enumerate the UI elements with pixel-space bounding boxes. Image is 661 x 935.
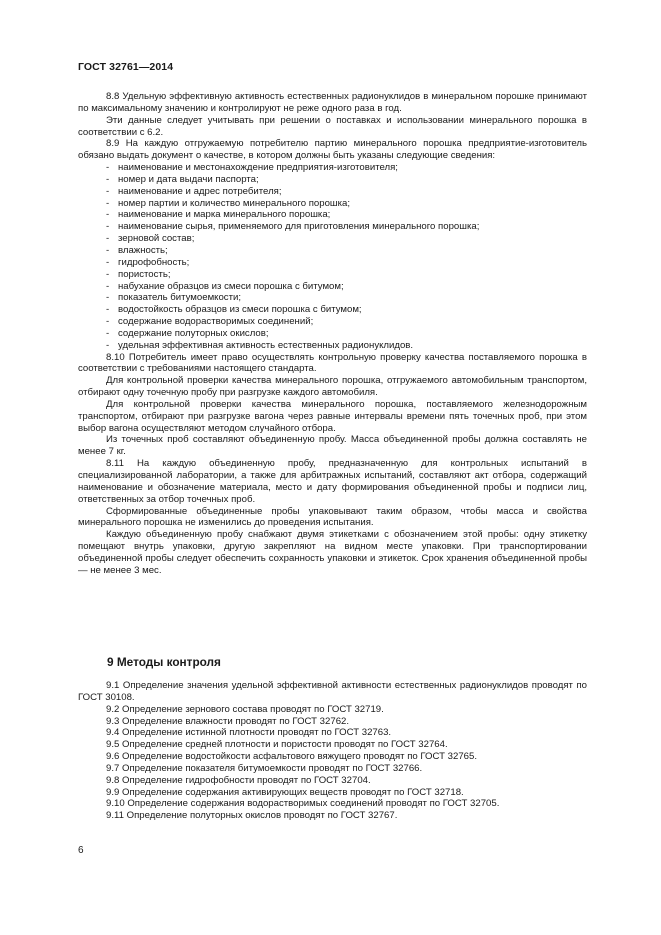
paragraph-9-6: 9.6 Определение водостойкости асфальтового вяжущего проводят по ГОСТ 32765. bbox=[106, 751, 477, 763]
paragraph-9-3: 9.3 Определение влажности проводят по ГОСТ 32762. bbox=[106, 715, 350, 727]
list-item: - пористость; bbox=[106, 268, 171, 280]
paragraph-9-2: 9.2 Определение зернового состава проводят по ГОСТ 32719. bbox=[106, 703, 384, 715]
paragraph-9-11: 9.11 Определение полуторных окислов проводят по ГОСТ 32767. bbox=[106, 810, 398, 822]
list-item: - водостойкость образцов из смеси порошка с битумом; bbox=[106, 304, 362, 316]
list-item: - влажность; bbox=[106, 244, 168, 256]
paragraph-9-7: 9.7 Определение показателя битумоемкости проводят по ГОСТ 32766. bbox=[106, 762, 423, 774]
list-item: - содержание полуторных окислов; bbox=[106, 327, 269, 339]
paragraph-8-10-rail: Для контрольной проверки качества минерального порошка, поставляемого железнодорожным транспортом, отбирают при разгрузке вагона через равные интервалы времени пять точечных проб, при этом выбор вагона осуществляют методом случайного отбора. bbox=[78, 398, 587, 434]
list-item: - наименование и марка минерального порошка; bbox=[106, 209, 331, 221]
paragraph-8-10: 8.10 Потребитель имеет право осуществлять контрольную проверку качества поставляемого порошка в соответствии с требованиями настоящего стандарта. bbox=[78, 351, 587, 375]
paragraph-9-10: 9.10 Определение содержания водорастворимых соединений проводят по ГОСТ 32705. bbox=[106, 798, 500, 810]
quality-document-list bbox=[78, 162, 587, 352]
paragraph-9-9: 9.9 Определение содержания активирующих веществ проводят по ГОСТ 32718. bbox=[106, 786, 464, 798]
paragraph-9-1: 9.1 Определение значения удельной эффективной активности естественных радионуклидов проводят по ГОСТ 30108. bbox=[78, 680, 587, 703]
page-number: 6 bbox=[78, 845, 84, 856]
paragraph-9-5: 9.5 Определение средней плотности и пористости проводят по ГОСТ 32764. bbox=[106, 739, 448, 751]
section-8-body bbox=[78, 91, 587, 577]
list-item: - набухание образцов из смеси порошка с битумом; bbox=[106, 280, 344, 292]
list-item: - номер партии и количество минерального порошка; bbox=[106, 197, 351, 209]
section-9-title: 9 Методы контроля bbox=[107, 655, 221, 669]
list-item: - наименование и адрес потребителя; bbox=[106, 185, 282, 197]
paragraph-8-8: 8.8 Удельную эффективную активность естественных радионуклидов в минеральном порошке принимают по максимальному значению и контролируют не реже одного раза в год. bbox=[78, 91, 587, 114]
list-item: - наименование сырья, применяемого для приготовления минерального порошка; bbox=[106, 221, 480, 233]
paragraph-8-9: 8.9 На каждую отгружаемую потребителю партию минерального порошка предприятие-изготовитель обязано выдать документ о качестве, в котором должны быть указаны следующие сведения: bbox=[78, 138, 587, 162]
list-item: - удельная эффективная активность естественных радионуклидов. bbox=[106, 339, 414, 351]
list-item: - номер и дата выдачи паспорта; bbox=[106, 173, 259, 185]
paragraph-8-11-labels: Каждую объединенную пробу снабжают двумя этикетками с обозначением этой пробы: одну этикетку помещают внутрь упаковки, другую закрепляют на видном месте упаковки. При транспортировании объединенной пробы следует обеспечить сохранность упаковки и этикеток. Срок хранения объединенной пробы — не менее 3 мес. bbox=[78, 529, 587, 576]
list-item: - наименование и местонахождение предприятия-изготовителя; bbox=[106, 162, 398, 174]
paragraph-9-4: 9.4 Определение истинной плотности проводят по ГОСТ 32763. bbox=[106, 727, 392, 739]
paragraph-9-8: 9.8 Определение гидрофобности проводят по ГОСТ 32704. bbox=[106, 774, 371, 786]
paragraph-8-10-auto: Для контрольной проверки качества минерального порошка, отгружаемого автомобильным транспортом, отбирают одну точечную пробу при разгрузке каждого автомобиля. bbox=[78, 375, 587, 399]
paragraph-8-8-note: Эти данные следует учитывать при решении о поставках и использовании минерального порошка в соответствии с 6.2. bbox=[78, 114, 587, 138]
paragraph-8-11: 8.11 На каждую объединенную пробу, предназначенную для контрольных испытаний в специализированной лаборатории, а также для арбитражных испытаний, составляют акт отбора, содержащий наименование и обозначение материала, место и дату формирования объединенной пробы и подписи лиц, ответственных за отбор точечных проб. bbox=[78, 458, 587, 505]
paragraph-8-11-packing: Сформированные объединенные пробы упаковывают таким образом, чтобы масса и свойства минерального порошка не изменились до проведения испытания. bbox=[78, 505, 587, 529]
section-9-body bbox=[78, 680, 587, 822]
list-item: - зерновой состав; bbox=[106, 233, 195, 245]
list-item: - содержание водорастворимых соединений; bbox=[106, 316, 314, 328]
list-item: - показатель битумоемкости; bbox=[106, 292, 242, 304]
paragraph-8-10-mass: Из точечных проб составляют объединенную пробу. Масса объединенной пробы должна составлять не менее 7 кг. bbox=[78, 434, 587, 458]
document-header: ГОСТ 32761—2014 bbox=[78, 61, 174, 73]
list-item: - гидрофобность; bbox=[106, 256, 190, 268]
